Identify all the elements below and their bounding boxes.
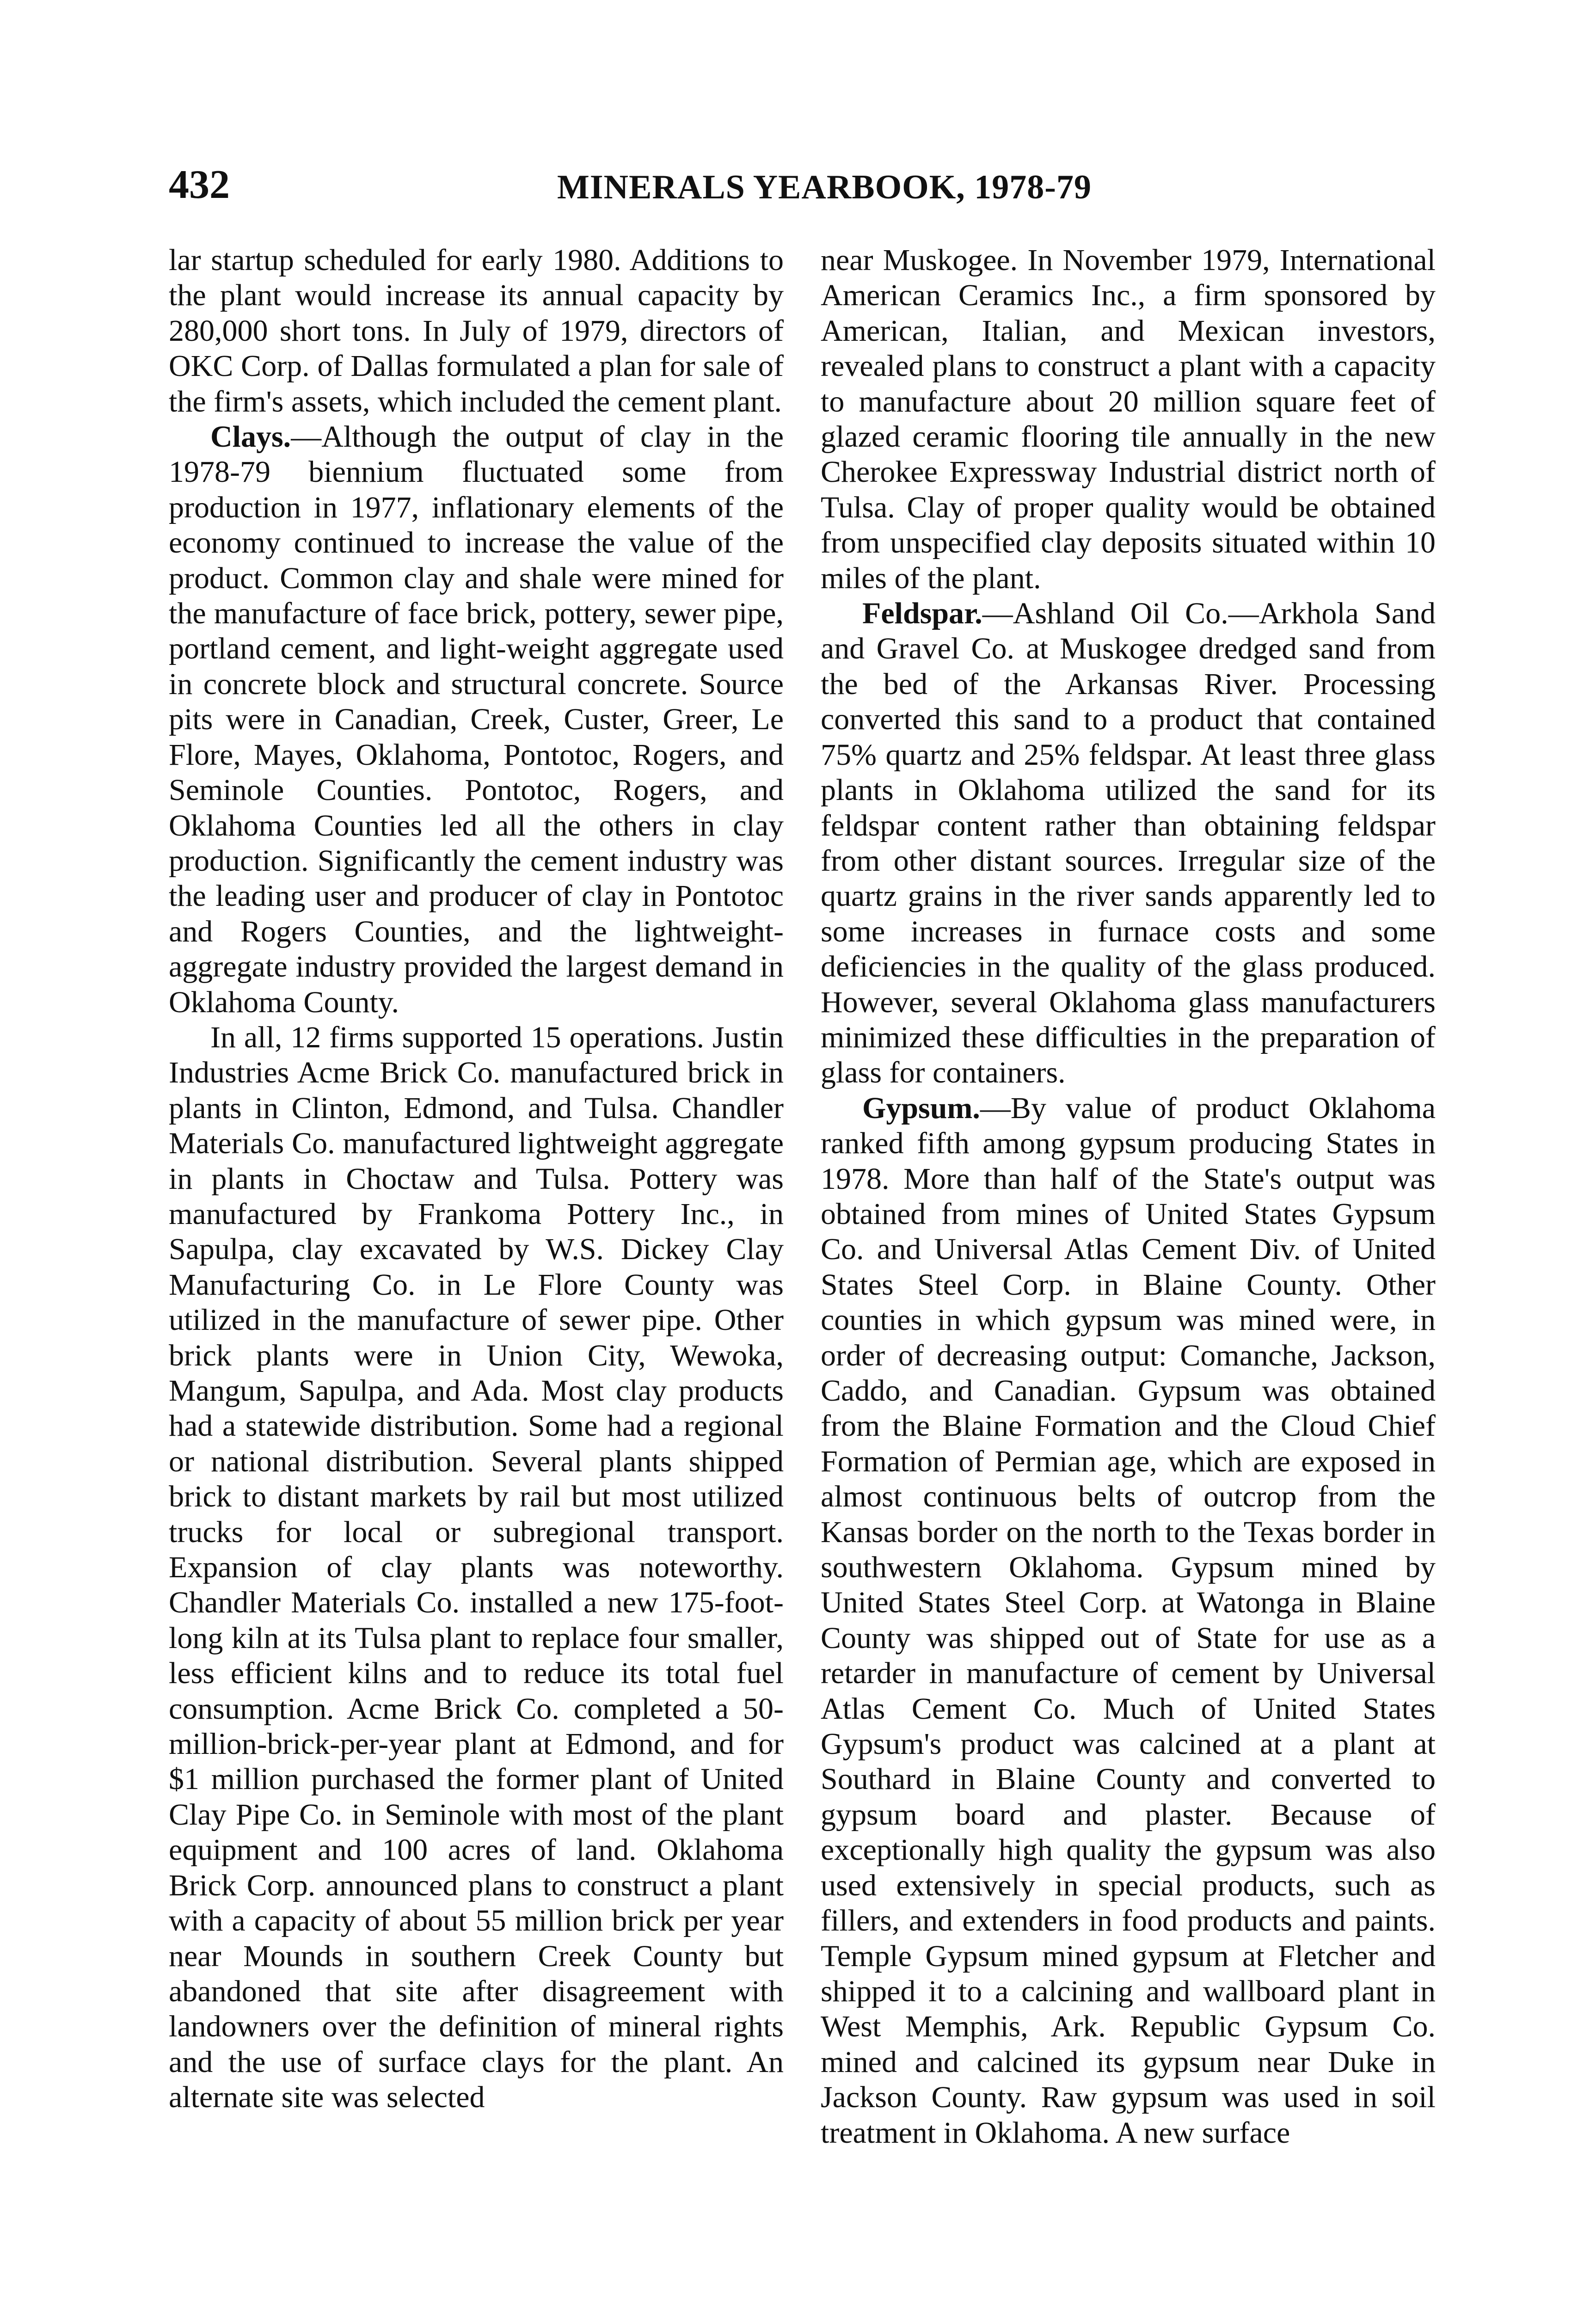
- section-heading-gypsum: Gypsum.: [862, 1091, 980, 1125]
- paragraph-gypsum: [821, 1091, 1436, 2151]
- paragraph-feldspar-text: —Ashland Oil Co.—Arkhola Sand and Gravel Co. at Muskogee dredged sand from the bed of the Arkansas River. Processing converted this sand to a product that contained 75% quartz and 25% feldspar. At least three glass plants in Oklahoma utilized the sand for its feldspar content rather than obtaining feldspar from other distant sources. Irregular size of the quartz grains in the river sands apparently led to some increases in furnace costs and some deficiencies in the quality of the glass produced. However, several Oklahoma glass manufacturers minimized these difficulties in the preparation of glass for containers.: [821, 596, 1436, 1090]
- running-title: MINERALS YEARBOOK, 1978-79: [557, 168, 1092, 206]
- paragraph-clay-firms: In all, 12 firms supported 15 operations. Justin Industries Acme Brick Co. manufactured brick in plants in Clinton, Edmond, and Tulsa. Chandler Materials Co. manufactured lightweight aggregate in plants in Choctaw and Tulsa. Pottery was manufactured by Frankoma Pottery Inc., in Sapulpa, clay excavated by W.S. Dickey Clay Manufacturing Co. in Le Flore County was utilized in the manufacture of sewer pipe. Other brick plants were in Union City, Wewoka, Mangum, Sapulpa, and Ada. Most clay products had a statewide distribution. Some had a regional or national distribution. Several plants shipped brick to distant markets by rail but most utilized trucks for local or subregional transport. Expansion of clay plants was noteworthy. Chandler Materials Co. installed a new 175-foot-long kiln at its Tulsa plant to replace four smaller, less efficient kilns and to reduce its total fuel consumption. Acme Brick Co. completed a 50-million-brick-per-year plant at Edmond, and for $1 million purchased the former plant of United Clay Pipe Co. in Seminole with most of the plant equipment and 100 acres of land. Oklahoma Brick Corp. announced plans to construct a plant with a capacity of about 55 million brick per year near Mounds in southern Creek County but abandoned that site after disagreement with landowners over the definition of mineral rights and the use of surface clays for the plant. An alternate site was selected: [169, 1020, 784, 2115]
- right-column: [821, 243, 1436, 2151]
- section-heading-feldspar: Feldspar.: [862, 596, 982, 631]
- page-number: 432: [169, 162, 230, 207]
- section-heading-clays: Clays.: [210, 420, 291, 454]
- paragraph-cement-continuation: lar startup scheduled for early 1980. Additions to the plant would increase its annual capacity by 280,000 short tons. In July of 1979, directors of OKC Corp. of Dallas formulated a plan for sale of the firm's assets, which included the cement plant.: [169, 243, 784, 418]
- page-header: [169, 160, 1436, 210]
- paragraph-gypsum-text: —By value of product Oklahoma ranked fifth among gypsum producing States in 1978. More than half of the State's output was obtained from mines of United States Gypsum Co. and Universal Atlas Cement Div. of United States Steel Corp. in Blaine County. Other counties in which gypsum was mined were, in order of decreasing output: Comanche, Jackson, Caddo, and Canadian. Gypsum was obtained from the Blaine Formation and the Cloud Chief Formation of Permian age, which are exposed in almost continuous belts of outcrop from the Kansas border on the north to the Texas border in southwestern Oklahoma. Gypsum mined by United States Steel Corp. at Watonga in Blaine County was shipped out of State for use as a retarder in manufacture of cement by Universal Atlas Cement Co. Much of United States Gypsum's product was calcined at a plant at Southard in Blaine County and converted to gypsum board and plaster. Because of exceptionally high quality the gypsum was also used extensively in special products, such as fillers, and extenders in food products and paints. Temple Gypsum mined gypsum at Fletcher and shipped it to a calcining and wallboard plant in West Memphis, Ark. Republic Gypsum Co. mined and calcined its gypsum near Duke in Jackson County. Raw gypsum was used in soil treatment in Oklahoma. A new surface: [821, 1091, 1436, 2150]
- paragraph-clays-continuation: near Muskogee. In November 1979, International American Ceramics Inc., a firm sponsored by American, Italian, and Mexican investors, revealed plans to construct a plant with a capacity to manufacture about 20 million square feet of glazed ceramic flooring tile annually in the new Cherokee Expressway Industrial district north of Tulsa. Clay of proper quality would be obtained from unspecified clay deposits situated within 10 miles of the plant.: [821, 243, 1436, 595]
- paragraph-clays-text: —Although the output of clay in the 1978-79 biennium fluctuated some from production in 1977, inflationary elements of the economy continued to increase the value of the product. Common clay and shale were mined for the manufacture of face brick, pottery, sewer pipe, portland cement, and light-weight aggregate used in concrete block and structural concrete. Source pits were in Canadian, Creek, Custer, Greer, Le Flore, Mayes, Oklahoma, Pontotoc, Rogers, and Seminole Counties. Pontotoc, Rogers, and Oklahoma Counties led all the others in clay production. Significantly the cement industry was the leading user and producer of clay in Pontotoc and Rogers Counties, and the lightweight-aggregate industry provided the largest demand in Oklahoma County.: [169, 420, 784, 1019]
- left-column: [169, 243, 784, 2115]
- paragraph-feldspar: [821, 596, 1436, 1091]
- paragraph-clays: [169, 419, 784, 1020]
